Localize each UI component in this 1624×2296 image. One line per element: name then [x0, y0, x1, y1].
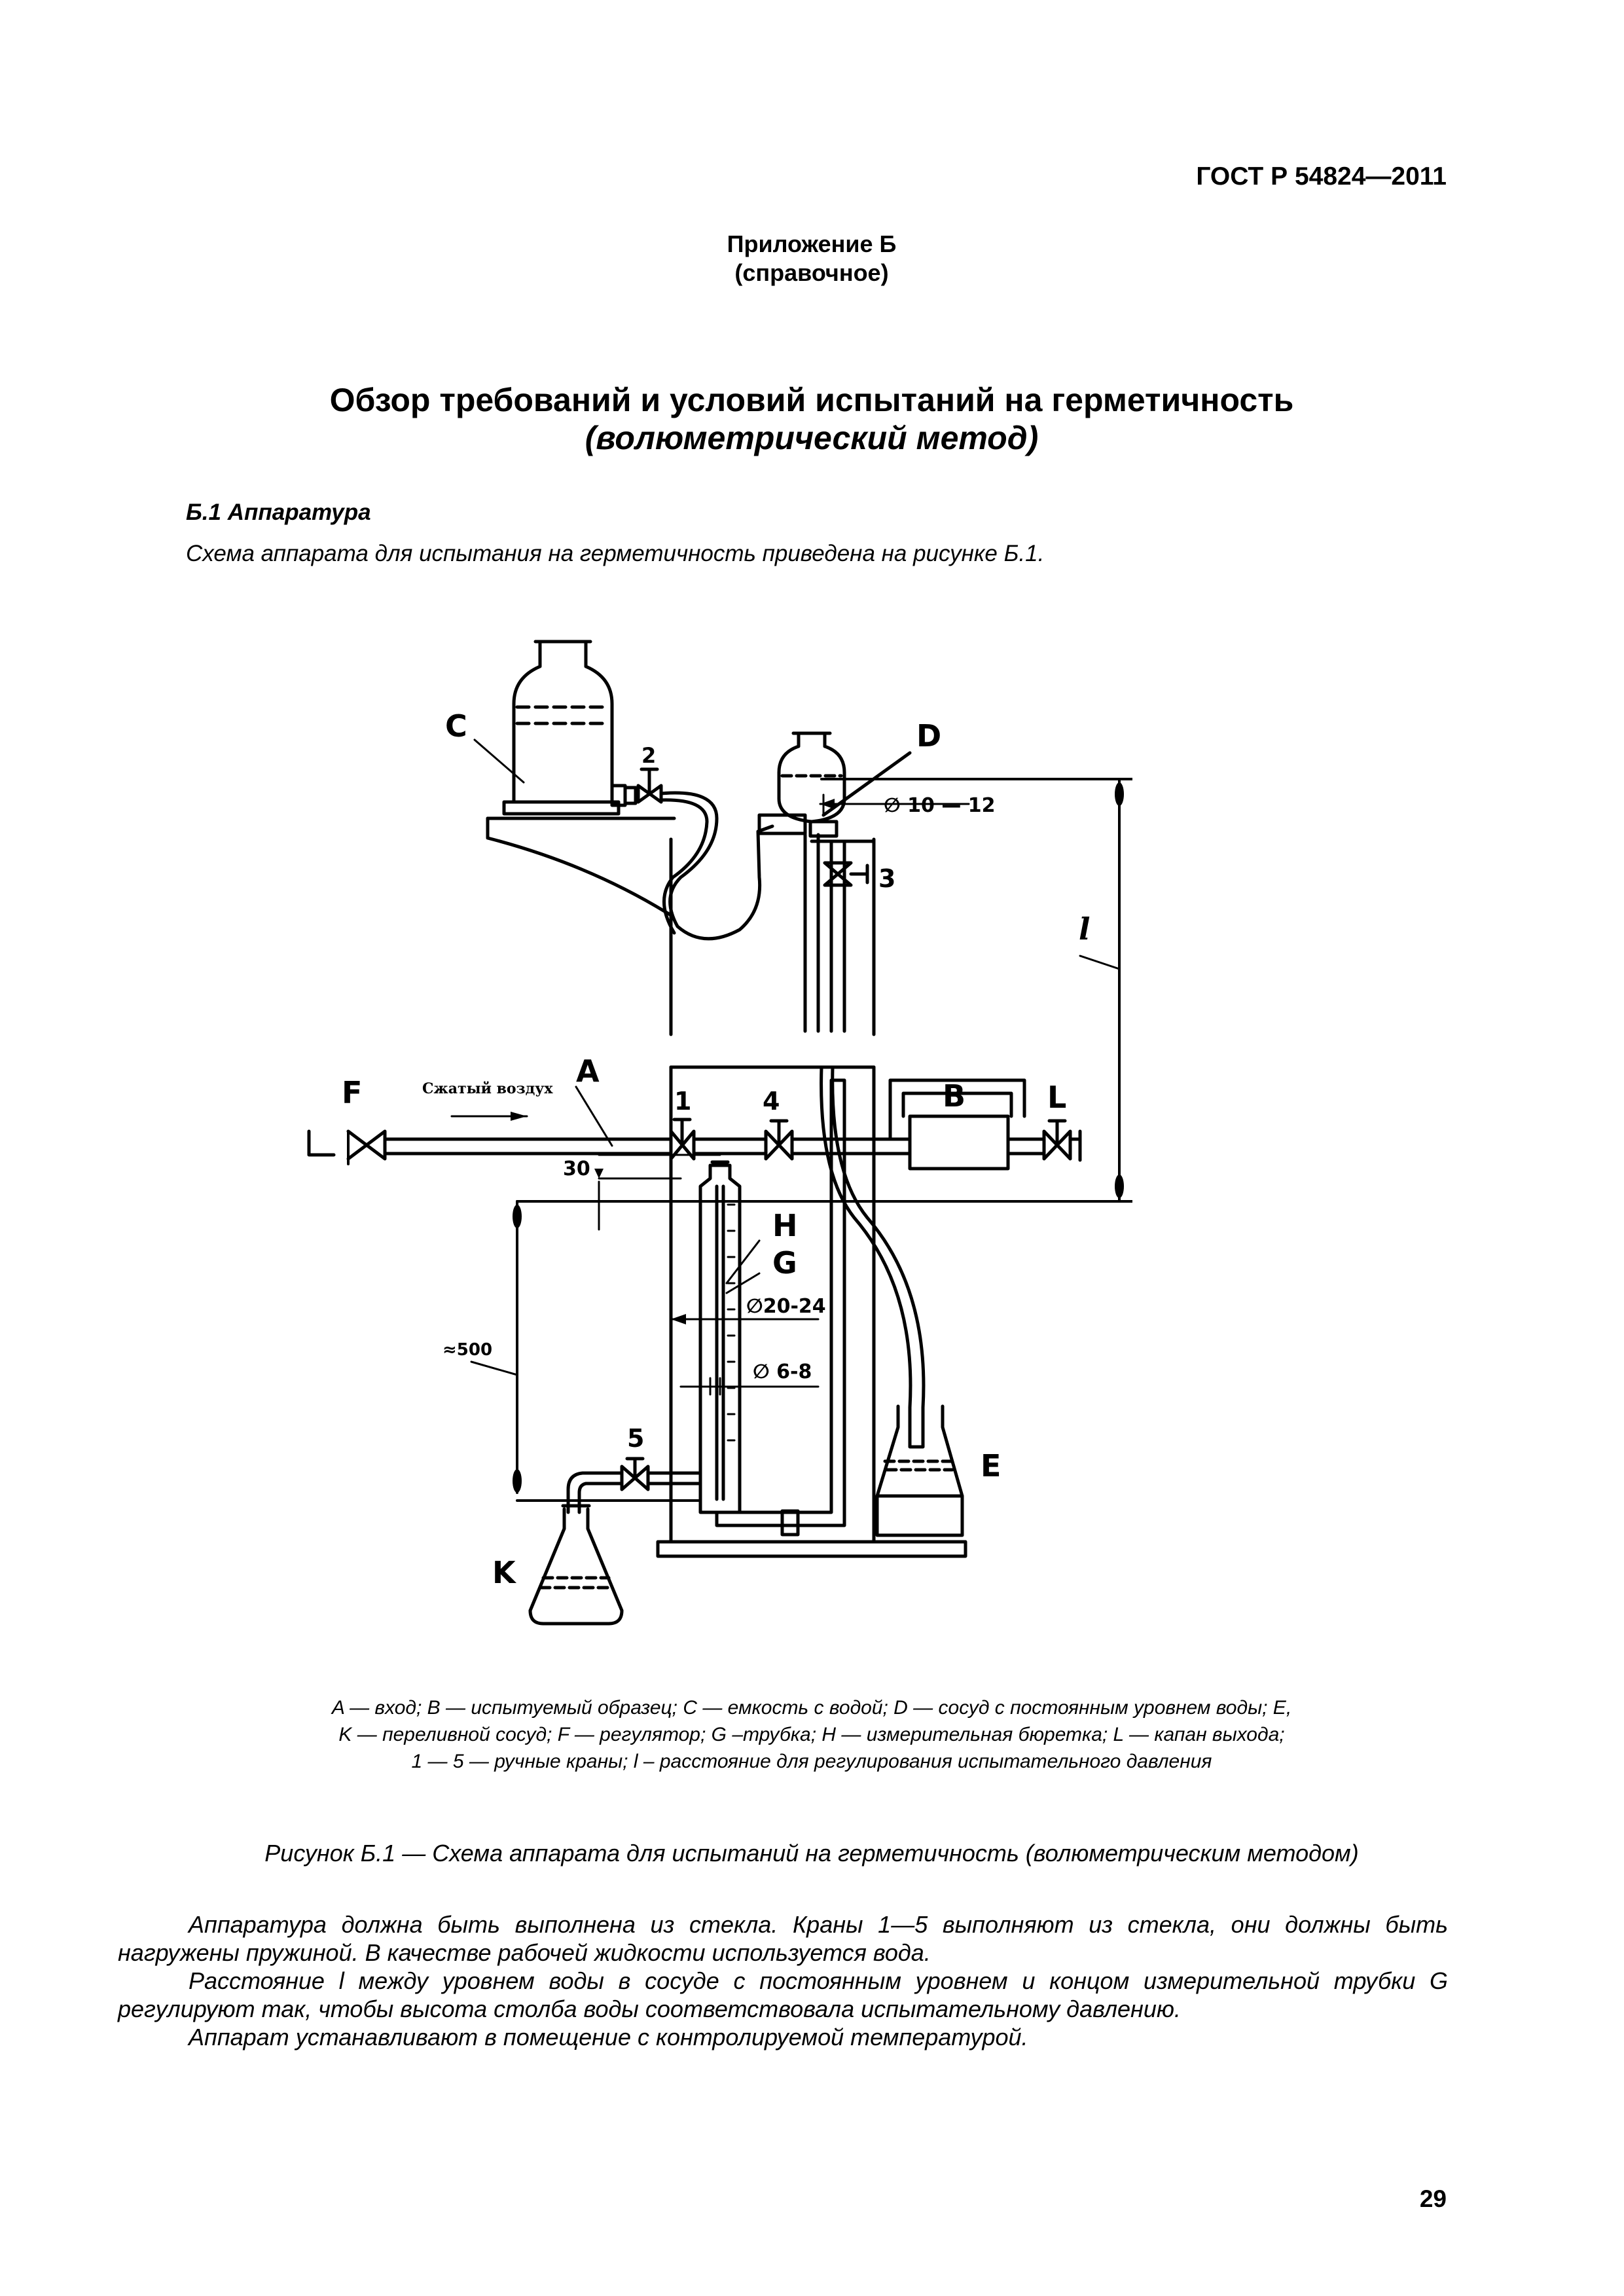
body-paragraph-2: Расстояние l между уровнем воды в сосуде с постоянным уровнем и концом измерительной трубки G регулируют так, чтобы высота столба воды соответствовала испытательному давлению. — [118, 1967, 1448, 2022]
page-number: 29 — [1419, 2185, 1447, 2212]
shelf — [488, 818, 674, 1028]
label-e: E — [981, 1448, 1001, 1484]
valve-2 — [638, 769, 661, 802]
label-valve-5: 5 — [627, 1424, 645, 1453]
outlet-valve-l — [1044, 1121, 1080, 1160]
legend-line-1: A — вход; B — испытуемый образец; C — емкость с водой; D — сосуд с постоянным уровнем воды; E, — [331, 1697, 1292, 1719]
label-l-valve: L — [1047, 1080, 1067, 1115]
valve-1 — [671, 1120, 694, 1159]
section-intro: Схема аппарата для испытания на герметичность приведена на рисунке Б.1. — [186, 541, 1045, 566]
legend-line-3: 1 — 5 — ручные краны; l – расстояние для регулирования испытательного давления — [411, 1751, 1212, 1772]
valve-5 — [622, 1459, 648, 1489]
label-g: G — [772, 1245, 797, 1281]
overflow-flask-k — [530, 1506, 622, 1624]
dim-6-8: ∅ 6-8 — [753, 1360, 812, 1383]
figure-caption: Рисунок Б.1 — Схема аппарата для испытаний на герметичность (волюметрическим методом) — [264, 1840, 1359, 1867]
annex-type: (справочное) — [734, 259, 889, 286]
label-c: C — [445, 708, 467, 744]
label-valve-4: 4 — [763, 1087, 780, 1116]
label-h: H — [772, 1208, 798, 1243]
label-a: A — [576, 1053, 600, 1089]
annex-label: Приложение Б — [727, 230, 897, 257]
dim-500: ≈500 — [442, 1340, 493, 1360]
standard-code: ГОСТ Р 54824—2011 — [1196, 162, 1447, 191]
section-heading: Б.1 Аппаратура — [186, 500, 371, 525]
test-sample-b — [890, 1080, 1044, 1169]
apparatus-diagram — [281, 615, 1132, 1637]
constant-level-vessel-d — [759, 733, 844, 836]
label-d: D — [916, 718, 942, 754]
air-inlet-pipe — [309, 1112, 671, 1164]
body-paragraph-3: Аппарат устанавливают в помещение с контролируемой температурой. — [189, 2024, 1028, 2050]
overflow-vessel-e — [877, 1406, 962, 1535]
dim-30: 30 — [563, 1157, 590, 1180]
label-k: K — [492, 1555, 516, 1590]
valve-4 — [766, 1121, 792, 1159]
base-plate — [658, 1542, 965, 1556]
burette-h — [700, 1162, 740, 1512]
label-b: B — [943, 1078, 966, 1114]
page-subtitle: (волюметрический метод) — [585, 420, 1039, 456]
compressed-air-label: Сжатый воздух — [422, 1080, 553, 1097]
legend-line-2: K — переливной сосуд; F — регулятор; G –трубка; H — измерительная бюретка; L — капан выхода; — [338, 1724, 1285, 1745]
label-valve-1: 1 — [674, 1087, 692, 1116]
water-tank-c — [504, 642, 636, 814]
dim-20-24: ∅20-24 — [746, 1295, 826, 1318]
label-l-distance: l — [1079, 911, 1091, 947]
hose — [661, 793, 772, 939]
label-f: F — [342, 1075, 363, 1110]
dim-10-12: ∅ 10 — 12 — [884, 794, 996, 817]
label-valve-2: 2 — [641, 743, 657, 768]
page-title: Обзор требований и условий испытаний на герметичность — [329, 382, 1294, 418]
body-paragraph-1: Аппаратура должна быть выполнена из стекла. Краны 1—5 выполняют из стекла, они должны быть нагружены пружиной. В качестве рабочей жидкости используется вода. — [118, 1911, 1448, 1966]
label-valve-3: 3 — [878, 864, 896, 893]
